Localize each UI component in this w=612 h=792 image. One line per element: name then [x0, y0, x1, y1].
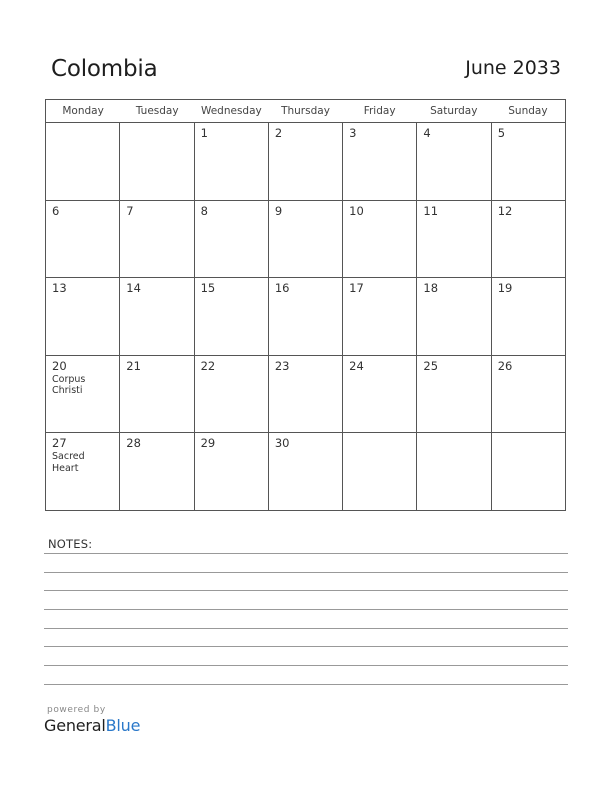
day-number: 2 [274, 126, 283, 140]
country-title: Colombia [51, 56, 158, 82]
day-number: 16 [274, 281, 290, 296]
calendar-day-cell [269, 356, 343, 433]
weekday-tuesday: Tuesday [135, 105, 179, 117]
calendar-day-cell [120, 123, 194, 200]
calendar-week-row [46, 201, 565, 279]
weekday-header-row [46, 100, 565, 123]
day-number: 24 [349, 358, 364, 373]
day-number: 20 [52, 358, 67, 373]
month-year-title: June 2033 [465, 57, 561, 79]
calendar-day-cell [120, 356, 194, 433]
note-line [44, 572, 568, 573]
day-number: 11 [423, 203, 439, 218]
calendar-day-cell [46, 123, 120, 200]
note-line [44, 609, 568, 610]
calendar-day-cell [492, 433, 565, 511]
calendar-day-cell [417, 201, 491, 278]
day-number: 4 [423, 126, 431, 140]
day-number: 21 [126, 358, 141, 373]
day-number: 12 [497, 203, 513, 218]
day-number: 14 [126, 281, 141, 296]
holiday-label: Corpus Christi [52, 373, 86, 397]
note-line [44, 628, 568, 629]
note-line [44, 646, 568, 647]
calendar-week-row [46, 123, 565, 201]
calendar-day-cell [492, 201, 565, 278]
day-number: 25 [423, 358, 439, 373]
calendar-day-cell [46, 356, 120, 433]
calendar-day-cell [195, 278, 269, 355]
calendar-day-cell [46, 433, 120, 511]
calendar-day-cell [417, 433, 491, 511]
day-number: 13 [52, 281, 67, 296]
notes-label: NOTES: [48, 537, 93, 551]
day-number: 3 [349, 126, 357, 140]
calendar-day-cell [195, 433, 269, 511]
note-line [44, 665, 568, 666]
calendar-day-cell [343, 123, 417, 200]
note-line [44, 590, 568, 591]
calendar-day-cell [417, 123, 491, 200]
day-number: 10 [349, 203, 364, 218]
calendar-day-cell [343, 356, 417, 433]
weekday-saturday: Saturday [430, 105, 478, 117]
calendar-day-cell [417, 278, 491, 355]
calendar-week-row [46, 278, 565, 356]
weekday-sunday: Sunday [508, 105, 548, 117]
note-line [44, 553, 568, 554]
calendar-day-cell [120, 433, 194, 511]
calendar-day-cell [343, 201, 417, 278]
day-number: 19 [497, 281, 513, 296]
day-number: 23 [274, 358, 290, 373]
brand-general: General [44, 716, 106, 735]
calendar-week-row [46, 356, 565, 434]
day-number: 29 [200, 436, 216, 451]
calendar-day-cell [46, 201, 120, 278]
calendar-day-cell [343, 433, 417, 511]
day-number: 15 [200, 281, 216, 296]
calendar-day-cell [417, 356, 491, 433]
calendar-day-cell [492, 278, 565, 355]
day-number: 17 [349, 281, 364, 296]
note-line [44, 684, 568, 685]
calendar-day-cell [343, 278, 417, 355]
day-number: 6 [52, 203, 60, 218]
day-number: 28 [126, 436, 141, 451]
day-number: 18 [423, 281, 439, 296]
weekday-friday: Friday [363, 105, 396, 117]
calendar-week-row [46, 433, 565, 511]
holiday-label: Sacred Heart [52, 451, 85, 474]
calendar-day-cell [46, 278, 120, 355]
brand-blue: Blue [105, 716, 141, 735]
calendar-day-cell [269, 433, 343, 511]
calendar-day-cell [269, 278, 343, 355]
calendar-day-cell [120, 278, 194, 355]
calendar-day-cell [120, 201, 194, 278]
calendar-day-cell [195, 356, 269, 433]
day-number: 30 [274, 436, 290, 451]
day-number: 7 [126, 203, 134, 218]
generalblue-logo[interactable] [44, 716, 140, 735]
calendar-day-cell [195, 201, 269, 278]
powered-by-text: powered by [47, 705, 106, 715]
day-number: 8 [200, 203, 208, 218]
weeks-container [46, 123, 565, 511]
day-number: 1 [200, 126, 208, 140]
day-number: 22 [200, 358, 216, 373]
calendar-day-cell [492, 123, 565, 200]
calendar-day-cell [269, 123, 343, 200]
day-number: 27 [52, 436, 67, 451]
calendar-day-cell [269, 201, 343, 278]
weekday-wednesday: Wednesday [200, 105, 262, 117]
day-number: 26 [497, 358, 513, 373]
calendar-day-cell [492, 356, 565, 433]
day-number: 5 [497, 126, 506, 140]
day-number: 9 [274, 203, 283, 218]
calendar-day-cell [195, 123, 269, 200]
weekday-monday: Monday [62, 105, 104, 117]
weekday-thursday: Thursday [281, 105, 330, 117]
calendar-grid [45, 99, 566, 511]
